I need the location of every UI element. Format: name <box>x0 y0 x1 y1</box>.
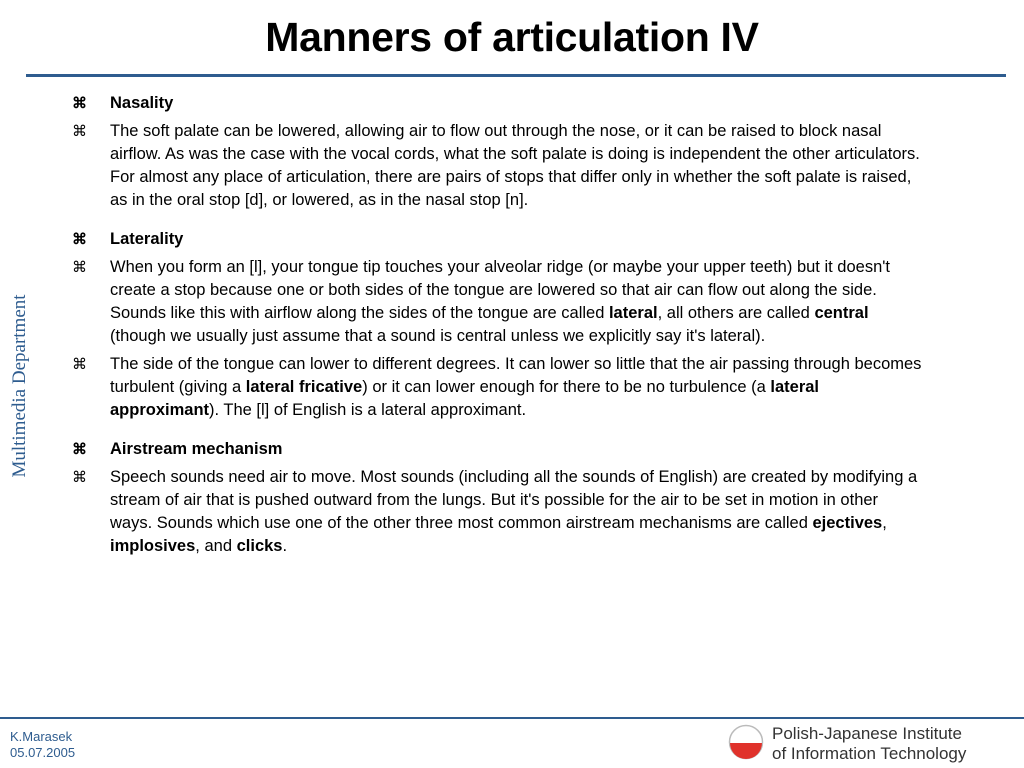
bullet-icon: ⌘ <box>72 123 87 140</box>
bullet-icon: ⌘ <box>72 441 87 458</box>
term-ejectives: ejectives <box>812 514 883 532</box>
bullet-heading-nasality: ⌘ Nasality <box>72 92 924 115</box>
bullet-icon: ⌘ <box>72 95 87 112</box>
institute-name <box>772 724 966 764</box>
footer-date: 05.07.2005 <box>10 745 76 760</box>
institute-name-line2: of Information Technology <box>772 744 967 763</box>
term-central: central <box>814 304 869 322</box>
side-label-text: Multimedia Department <box>9 294 30 478</box>
term-clicks: clicks <box>236 537 283 555</box>
bullet-laterality-p2: ⌘ The side of the tongue can lower to different degrees. It can lower so little that the air passing through becomes turbulent (giving a lateral fricative) or it can lower enough for there to be no turbulence (a lateral approximant). The [l] of English is a lateral approximant. <box>72 355 922 419</box>
term-implosives: implosives <box>110 537 196 555</box>
bullet-airstream-body: ⌘ Speech sounds need air to move. Most sounds (including all the sounds of English) are created by modifying a stream of air that is pushed outward from the lungs. But it's possible for the air to be set in motion in other ways. Sounds which use one of the other three most common airstream mechanisms are called ejectives, implosives, and clicks. <box>72 468 918 555</box>
bullet-laterality-p1: ⌘ When you form an [l], your tongue tip touches your alveolar ridge (or maybe your upper teeth) but it doesn't create a stop because one or both sides of the tongue are lowered so that air can flow out along the side. Sounds like this with airflow along the sides of the tongue are called lateral, all others are called central (though we usually just assume that a sound is central unless we explicitly say it's lateral). <box>72 258 890 345</box>
bullet-heading-airstream: ⌘ Airstream mechanism <box>72 438 924 461</box>
bullet-icon: ⌘ <box>72 469 87 486</box>
bullet-icon: ⌘ <box>72 356 87 373</box>
slide-title: Manners of articulation IV <box>265 14 759 60</box>
footer-credit <box>10 729 75 761</box>
institute-logo-icon <box>728 724 764 760</box>
footer-author: K.Marasek <box>10 729 73 744</box>
bullet-icon: ⌘ <box>72 231 87 248</box>
slide-content <box>72 92 924 563</box>
title-divider <box>26 74 1006 77</box>
bullet-icon: ⌘ <box>72 259 87 276</box>
institute-name-line1: Polish-Japanese Institute <box>772 724 962 743</box>
footer-divider <box>0 717 1024 719</box>
bullet-nasality-body: ⌘ The soft palate can be lowered, allowing air to flow out through the nose, or it can be raised to block nasal airflow. As was the case with the vocal cords, what the soft palate is doing is independent the other articulators. For almost any place of articulation, there are pairs of stops that differ only in whether the soft palate is raised, as in the oral stop [d], or lowered, as in the nasal stop [n]. <box>72 122 920 209</box>
term-lateral-approximant: lateral approximant <box>110 378 820 419</box>
term-lateral: lateral <box>608 304 658 322</box>
term-lateral-fricative: lateral fricative <box>245 378 363 396</box>
bullet-heading-laterality: ⌘ Laterality <box>72 228 924 251</box>
